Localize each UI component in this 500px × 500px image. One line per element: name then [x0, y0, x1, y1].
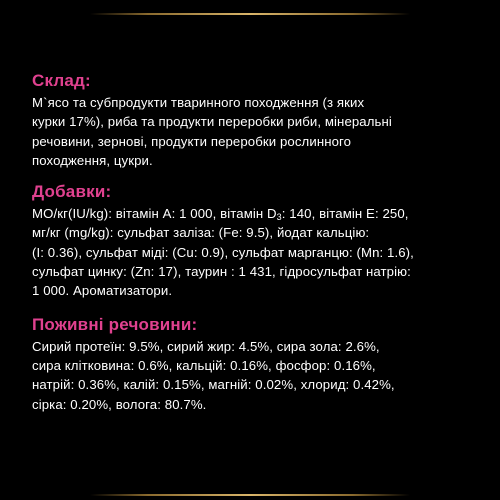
vitamin-d-subscript: 3 — [276, 212, 282, 223]
composition-line: курки 17%), риба та продукти переробки риби, мінеральні — [32, 114, 392, 130]
additives-line: мг/кг (mg/kg): сульфат заліза: (Fe: 9.5), йодат кальцію: — [32, 225, 370, 241]
composition-line: М`ясо та субпродукти тваринного походження (з яких — [32, 95, 365, 110]
nutrients-text — [32, 337, 476, 414]
top-gold-divider — [90, 13, 410, 15]
composition-text — [32, 93, 476, 170]
additives-line1-prefix: МО/кг(IU/kg): вітамін А: 1 000, вітамін D — [32, 206, 277, 222]
nutrients-line: сира клітковина: 0.6%, кальцій: 0.16%, фосфор: 0.16%, — [32, 357, 376, 373]
nutrients-line: сірка: 0.20%, волога: 80.7%. — [32, 396, 207, 412]
additives-line: (I: 0.36), сульфат міді: (Cu: 0.9), сульфат марганцю: (Mn: 1.6), — [32, 244, 414, 260]
composition-title: Склад: — [32, 71, 91, 90]
composition-line: походження, цукри. — [32, 152, 153, 168]
composition-line: речовини, зернові, продукти переробки рослинного — [32, 133, 352, 149]
additives-section — [32, 182, 476, 300]
additives-line: 1 000. Ароматизатори. — [32, 283, 173, 299]
additives-line1-suffix: : 140, вітамін Е: 250, — [281, 206, 409, 222]
composition-section — [32, 71, 476, 170]
bottom-gold-divider — [90, 494, 410, 496]
nutrients-line: Сирий протеїн: 9.5%, сирий жир: 4.5%, сира зола: 2.6%, — [32, 338, 380, 354]
additives-line: сульфат цинку: (Zn: 17), таурин : 1 431, гідросульфат натрію: — [32, 264, 411, 280]
nutrients-line: натрій: 0.36%, калій: 0.15%, магній: 0.02%, хлорид: 0.42%, — [32, 377, 395, 393]
nutrients-section — [32, 315, 476, 414]
additives-title: Добавки: — [32, 182, 112, 202]
content-area — [32, 71, 476, 414]
nutrients-title: Поживні речовини: — [32, 314, 198, 334]
additives-line — [32, 204, 476, 223]
additives-text — [32, 204, 476, 300]
